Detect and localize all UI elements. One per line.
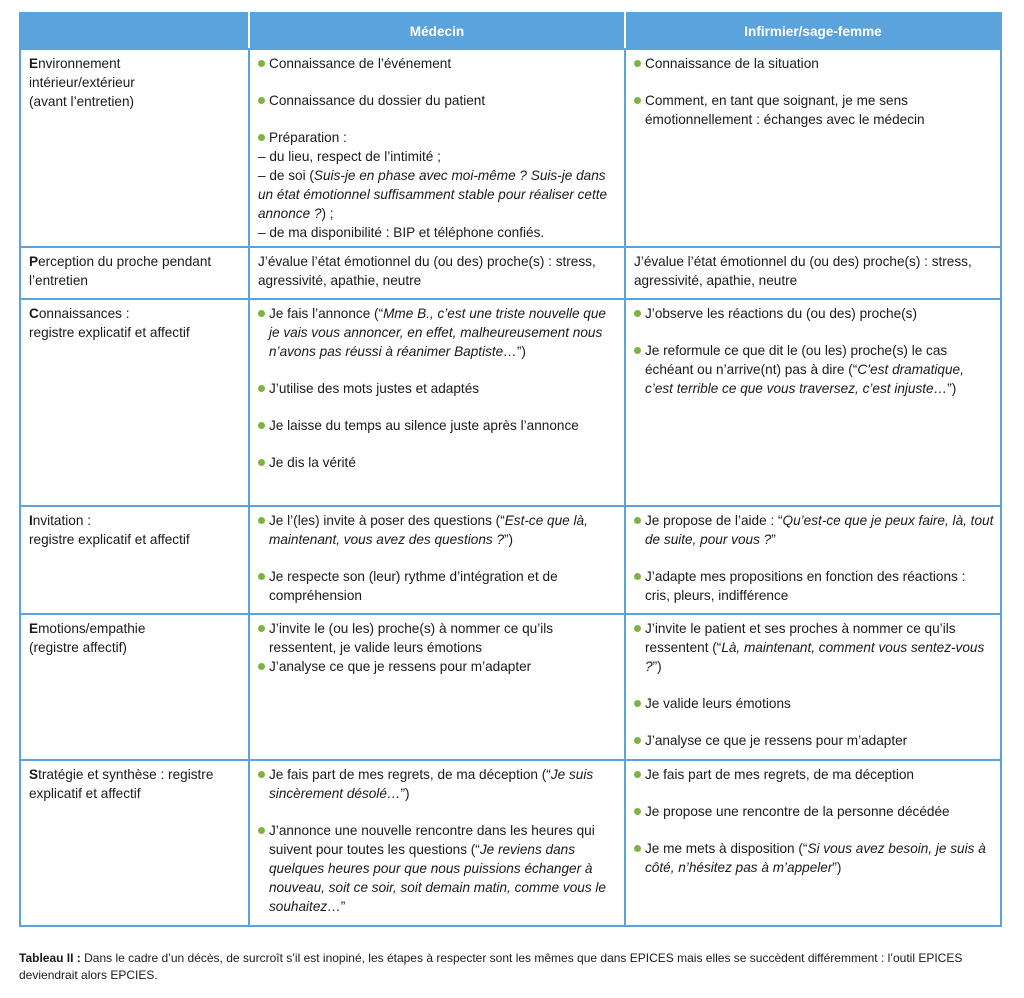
list-item: Je laisse du temps au silence juste après l’annonce bbox=[258, 416, 618, 435]
list-item: J’adapte mes propositions en fonction des réactions : cris, pleurs, indifférence bbox=[634, 567, 994, 605]
caption-text: Dans le cadre d’un décès, de surcroît s’il est inopiné, les étapes à respecter sont les mêmes que dans EPICES mais elles se succèdent différemment : l’outil EPICES deviendrait alors EPCIES. bbox=[19, 951, 963, 982]
list-item: J’invite le patient et ses proches à nommer ce qu’ils ressentent (“Là, maintenant, comment vous sentez-vous ?”) bbox=[634, 619, 994, 676]
cell-medecin-connaissances bbox=[249, 299, 625, 506]
table-row bbox=[20, 49, 1001, 247]
cell-infirmier-connaissances bbox=[625, 299, 1001, 506]
table-row bbox=[20, 614, 1001, 760]
list-item: J’observe les réactions du (ou des) proche(s) bbox=[634, 304, 994, 323]
list-item: Je respecte son (leur) rythme d’intégration et de compréhension bbox=[258, 567, 618, 605]
list-item: Connaissance de la situation bbox=[634, 54, 994, 73]
table-caption bbox=[19, 950, 1009, 984]
list-item: J’analyse ce que je ressens pour m’adapter bbox=[258, 657, 618, 676]
cell-infirmier-environnement bbox=[625, 49, 1001, 247]
list-item: Je propose une rencontre de la personne décédée bbox=[634, 802, 994, 821]
cell-infirmier-strategie bbox=[625, 760, 1001, 926]
cell-medecin-strategie bbox=[249, 760, 625, 926]
cell-text: J’évalue l’état émotionnel du (ou des) proche(s) : stress, agressivité, apathie, neutre bbox=[258, 254, 596, 288]
list-item: Je propose de l’aide : “Qu’est-ce que je peux faire, là, tout de suite, pour vous ?” bbox=[634, 511, 994, 549]
header-infirmier: Infirmier/sage-femme bbox=[625, 13, 1001, 49]
cell-medecin-emotions bbox=[249, 614, 625, 760]
header-empty-cell bbox=[20, 13, 249, 49]
row-label-strategie: Stratégie et synthèse : registre explicatif et affectif bbox=[20, 760, 249, 926]
dash-item: – du lieu, respect de l’intimité ; bbox=[258, 149, 441, 164]
row-label-emotions: Emotions/empathie (registre affectif) bbox=[20, 614, 249, 760]
row-label-connaissances: Connaissances : registre explicatif et affectif bbox=[20, 299, 249, 506]
table-row bbox=[20, 760, 1001, 926]
cell-infirmier-invitation bbox=[625, 506, 1001, 614]
table-header-row bbox=[20, 13, 1001, 49]
table-row bbox=[20, 506, 1001, 614]
cell-medecin-invitation bbox=[249, 506, 625, 614]
table-container bbox=[19, 12, 1000, 927]
dash-item: – de soi (Suis-je en phase avec moi-même ? Suis-je dans un état émotionnel suffisamment stable pour réaliser cette annonce ?) ; bbox=[258, 168, 608, 221]
list-item: Je l’(les) invite à poser des questions (“Est-ce que là, maintenant, vous avez des questions ?”) bbox=[258, 511, 618, 549]
cell-infirmier-perception bbox=[625, 247, 1001, 299]
cell-medecin-environnement bbox=[249, 49, 625, 247]
cell-text: J’évalue l’état émotionnel du (ou des) proche(s) : stress, agressivité, apathie, neutre bbox=[634, 254, 972, 288]
list-item: Je fais part de mes regrets, de ma déception bbox=[634, 765, 994, 784]
list-item: Connaissance de l’événement bbox=[258, 54, 618, 73]
list-item: Préparation : bbox=[258, 128, 618, 147]
caption-title: Tableau II : bbox=[19, 951, 81, 965]
epcies-table bbox=[19, 12, 1002, 927]
list-item: Comment, en tant que soignant, je me sens émotionnellement : échanges avec le médecin bbox=[634, 91, 994, 129]
list-item: Je reformule ce que dit le (ou les) proche(s) le cas échéant ou n’arrive(nt) pas à dire (“C’est dramatique, c’est terrible ce que vous traversez, c’est injuste…”) bbox=[634, 341, 994, 398]
header-medecin: Médecin bbox=[249, 13, 625, 49]
list-item: J’invite le (ou les) proche(s) à nommer ce qu’ils ressentent, je valide leurs émotions bbox=[258, 619, 618, 657]
list-item: Je me mets à disposition (“Si vous avez besoin, je suis à côté, n’hésitez pas à m’appeler”) bbox=[634, 839, 994, 877]
table-row bbox=[20, 247, 1001, 299]
cell-medecin-perception bbox=[249, 247, 625, 299]
list-item: Je fais l’annonce (“Mme B., c’est une triste nouvelle que je vais vous annoncer, en effet, malheureusement nous n’avons pas réussi à réanimer Baptiste…”) bbox=[258, 304, 618, 361]
list-item: Je valide leurs émotions bbox=[634, 694, 994, 713]
row-label-invitation: Invitation : registre explicatif et affectif bbox=[20, 506, 249, 614]
list-item: J’analyse ce que je ressens pour m’adapter bbox=[634, 731, 994, 750]
list-item: Je fais part de mes regrets, de ma déception (“Je suis sincèrement désolé…”) bbox=[258, 765, 618, 803]
dash-item: – de ma disponibilité : BIP et téléphone confiés. bbox=[258, 225, 545, 240]
cell-infirmier-emotions bbox=[625, 614, 1001, 760]
list-item: J’annonce une nouvelle rencontre dans les heures qui suivent pour toutes les questions (“Je reviens dans quelques heures pour que nous puissions échanger à nouveau, soit ce soir, soit demain matin, comme vous le souhaitez…” bbox=[258, 821, 618, 916]
row-label-perception: Perception du proche pendant l’entretien bbox=[20, 247, 249, 299]
list-item: J’utilise des mots justes et adaptés bbox=[258, 379, 618, 398]
table-row bbox=[20, 299, 1001, 506]
list-item: Je dis la vérité bbox=[258, 453, 618, 472]
list-item: Connaissance du dossier du patient bbox=[258, 91, 618, 110]
row-label-environnement: Environnement intérieur/extérieur (avant l’entretien) bbox=[20, 49, 249, 247]
